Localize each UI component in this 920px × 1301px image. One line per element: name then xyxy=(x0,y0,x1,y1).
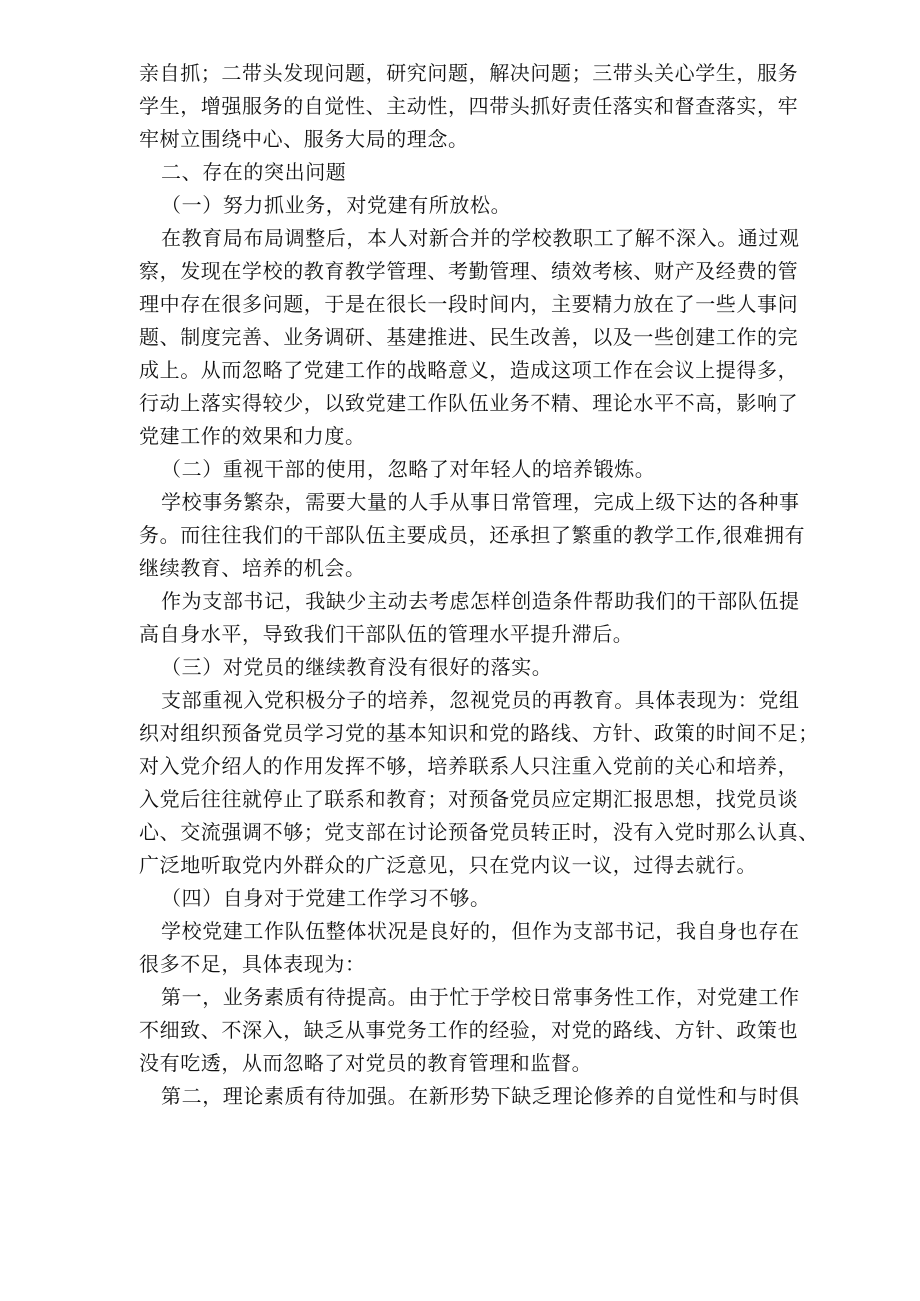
subsection-heading: （二）重视干部的使用，忽略了对年轻人的培养锻炼。 xyxy=(161,457,656,481)
text-line: 作为支部书记，我缺少主动去考虑怎样创造条件帮助我们的干部队伍提 xyxy=(161,589,800,613)
text-line: 织对组织预备党员学习党的基本知识和党的路线、方针、政策的时间不足； xyxy=(139,721,819,745)
text-line: 对入党介绍人的作用发挥不够，培养联系人只注重入党前的关心和培养， xyxy=(139,754,799,778)
text-line: 第一，业务素质有待提高。由于忙于学校日常事务性工作，对党建工作 xyxy=(161,985,800,1009)
text-line: 成上。从而忽略了党建工作的战略意义，造成这项工作在会议上提得多， xyxy=(139,358,799,382)
text-line: 学校事务繁杂，需要大量的人手从事日常管理，完成上级下达的各种事 xyxy=(161,490,800,514)
text-line: 亲自抓；二带头发现问题，研究问题，解决问题；三带头关心学生，服务 xyxy=(139,61,799,85)
text-line: 在教育局布局调整后，本人对新合并的学校教职工了解不深入。通过观 xyxy=(161,226,800,250)
text-line: 不细致、不深入，缺乏从事党务工作的经验，对党的路线、方针、政策也 xyxy=(139,1018,799,1042)
text-line: 务。而往往我们的干部队伍主要成员，还承担了繁重的教学工作,很难拥有 xyxy=(139,523,806,547)
text-line: 没有吃透，从而忽略了对党员的教育管理和监督。 xyxy=(139,1051,593,1075)
subsection-heading: （三）对党员的继续教育没有很好的落实。 xyxy=(161,655,553,679)
text-line: 第二，理论素质有待加强。在新形势下缺乏理论修养的自觉性和与时俱 xyxy=(161,1084,800,1108)
subsection-heading: （一）努力抓业务，对党建有所放松。 xyxy=(161,193,512,217)
section-heading: 二、存在的突出问题 xyxy=(161,160,347,184)
subsection-heading: （四）自身对于党建工作学习不够。 xyxy=(161,886,491,910)
text-line: 学生，增强服务的自觉性、主动性，四带头抓好责任落实和督查落实，牢 xyxy=(139,94,799,118)
text-line: 察，发现在学校的教育教学管理、考勤管理、绩效考核、财产及经费的管 xyxy=(139,259,799,283)
text-line: 心、交流强调不够；党支部在讨论预备党员转正时，没有入党时那么认真、 xyxy=(139,820,819,844)
text-line: 支部重视入党积极分子的培养，忽视党员的再教育。具体表现为：党组 xyxy=(161,688,800,712)
text-line: 党建工作的效果和力度。 xyxy=(139,424,366,448)
text-line: 继续教育、培养的机会。 xyxy=(139,556,366,580)
text-line: 题、制度完善、业务调研、基建推进、民生改善，以及一些创建工作的完 xyxy=(139,325,799,349)
text-line: 入党后往往就停止了联系和教育；对预备党员应定期汇报思想，找党员谈 xyxy=(139,787,799,811)
text-line: 学校党建工作队伍整体状况是良好的，但作为支部书记，我自身也存在 xyxy=(161,919,800,943)
text-line: 很多不足，具体表现为： xyxy=(139,952,366,976)
text-line: 牢树立围绕中心、服务大局的理念。 xyxy=(139,127,469,151)
text-line: 行动上落实得较少，以致党建工作队伍业务不精、理论水平不高，影响了 xyxy=(139,391,799,415)
text-line: 高自身水平，导致我们干部队伍的管理水平提升滞后。 xyxy=(139,622,634,646)
document-body xyxy=(139,57,819,1113)
text-line: 理中存在很多问题，于是在很长一段时间内，主要精力放在了一些人事问 xyxy=(139,292,799,316)
text-line: 广泛地听取党内外群众的广泛意见，只在党内议一议，过得去就行。 xyxy=(139,853,757,877)
